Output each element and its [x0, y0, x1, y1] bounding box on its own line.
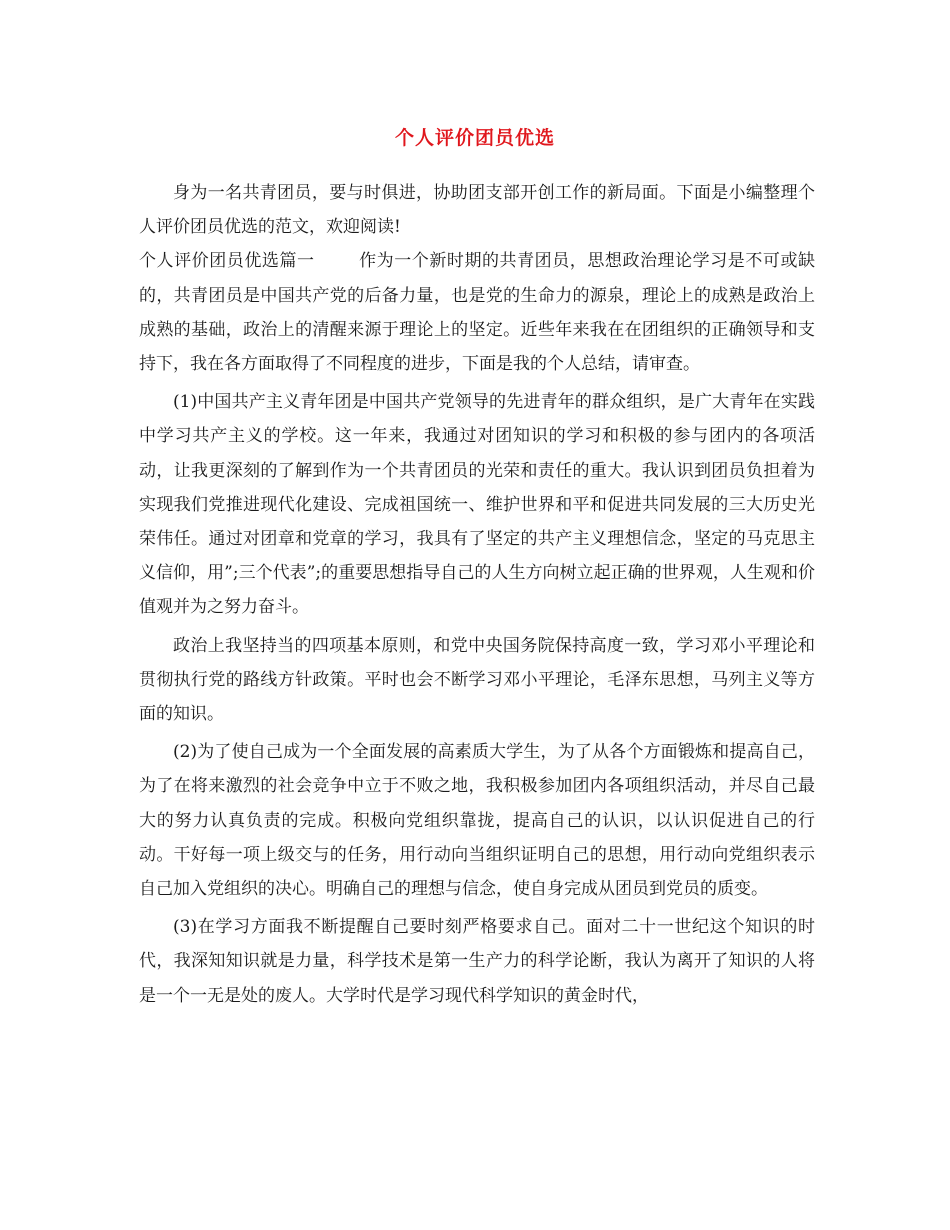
paragraph-2: 政治上我坚持当的四项基本原则，和党中央国务院保持高度一致，学习邓小平理论和贯彻执行党的路线方针政策。平时也会不断学习邓小平理论，毛泽东思想，马列主义等方面的知识。: [139, 635, 815, 725]
document-body: [139, 176, 815, 1013]
paragraph-3: (2)为了使自己成为一个全面发展的高素质大学生，为了从各个方面锻炼和提高自己，为了在将来激烈的社会竞争中立于不败之地，我积极参加团内各项组织活动，并尽自己最大的努力认真负责的完成。积极向党组织靠拢，提高自己的认识，以认识促进自己的行动。干好每一项上级交与的任务，用行动向当组织证明自己的思想，用行动向党组织表示自己加入党组织的决心。明确自己的理想与信念，使自身完成从团员到党员的质变。: [139, 742, 815, 900]
page-title: 个人评价团员优选: [394, 127, 555, 149]
intro-paragraph: 身为一名共青团员，要与时俱进，协助团支部开创工作的新局面。下面是小编整理个人评价团员优选的范文，欢迎阅读!: [139, 183, 815, 238]
section-text: 作为一个新时期的共青团员，思想政治理论学习是不可或缺的，共青团员是中国共产党的后备力量，也是党的生命力的源泉，理论上的成熟是政治上成熟的基础，政治上的清醒来源于理论上的坚定。近些年来我在在团组织的正确领导和支持下，我在各方面取得了不同程度的进步，下面是我的个人总结，请审查。: [139, 251, 816, 375]
section-paragraph: [139, 244, 815, 381]
paragraph-1: (1)中国共产主义青年团是中国共产党领导的先进青年的群众组织，是广大青年在实践中学习共产主义的学校。这一年来，我通过对团知识的学习和积极的参与团内的各项活动，让我更深刻的了解到作为一个共青团员的光荣和责任的重大。我认识到团员负担着为实现我们党推进现代化建设、完成祖国统一、维护世界和平和促进共同发展的三大历史光荣伟任。通过对团章和党章的学习，我具有了坚定的共产主义理想信念，坚定的马克思主义信仰，用”;三个代表”;的重要思想指导自己的人生方向树立起正确的世界观，人生观和价值观并为之努力奋斗。: [139, 392, 815, 618]
section-heading: 个人评价团员优选篇一: [139, 251, 315, 272]
paragraph-4: (3)在学习方面我不断提醒自己要时刻严格要求自己。面对二十一世纪这个知识的时代，我深知知识就是力量，科学技术是第一生产力的科学论断，我认为离开了知识的人将是一个一无是处的废人。大学时代是学习现代科学知识的黄金时代，: [139, 917, 815, 1006]
